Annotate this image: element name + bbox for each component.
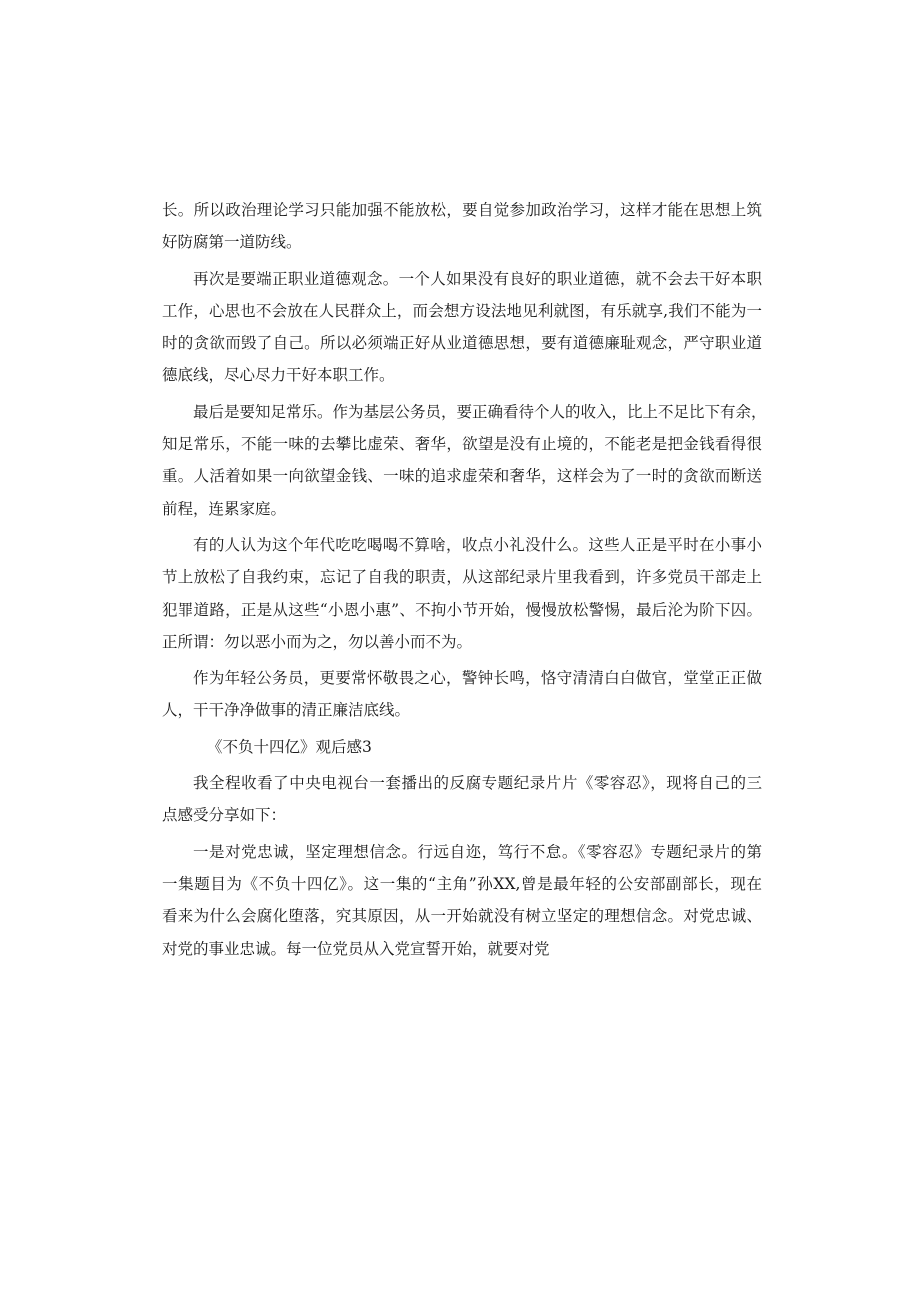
text-line: 重。人活着如果一向欲望金钱、一味的追求虚荣和奢华，这样会为了一时的贪欲而断送 [162, 467, 762, 486]
text-line: 知足常乐，不能一味的去攀比虚荣、奢华，欲望是没有止境的，不能老是把金钱看得很 [162, 435, 762, 454]
paragraph-intro [162, 767, 762, 832]
text-line: 德底线，尽心尽力干好本职工作。 [162, 366, 395, 385]
text-line: 点感受分享如下： [162, 806, 287, 825]
text-line: 人，干干净净做事的清正廉洁底线。 [162, 701, 411, 720]
text-line: 一集题目为《不负十四亿》。这一集的“主角”孙XX,曾是最年轻的公安部副部长，现在 [162, 874, 762, 893]
text-line: 前程，连累家庭。 [162, 499, 287, 518]
text-line: 节上放松了自我约束，忘记了自我的职责，从这部纪录片里我看到，许多党员干部走上 [162, 568, 762, 587]
text-line: 我全程收看了中央电视台一套播出的反腐专题纪录片片《零容忍》，现将自己的三 [193, 774, 762, 793]
text-line: 工作，心思也不会放在人民群众上，而会想方设法地见利就图，有乐就享,我们不能为一 [162, 301, 762, 320]
paragraph-small-favors [162, 529, 762, 658]
document-page [162, 194, 767, 965]
section-title: 《不负十四亿》观后感3 [207, 737, 372, 756]
paragraph-contentment [162, 396, 767, 525]
section-heading [162, 731, 762, 763]
text-line: 犯罪道路，正是从这些“小恩小惠”、不拘小节开始，慢慢放松警惕，最后沦为阶下囚。 [162, 600, 762, 619]
paragraph-young-civil-servant [162, 662, 762, 727]
text-line: 一是对党忠诚，坚定理想信念。行远自迩，笃行不怠。《零容忍》专题纪录片的第 [193, 842, 762, 861]
text-line: 作为年轻公务员，更要常怀敬畏之心，警钟长鸣，恪守清清白白做官，堂堂正正做 [193, 669, 762, 688]
paragraph-professional-ethics [162, 263, 762, 392]
text-line: 对党的事业忠诚。每一位党员从入党宣誓开始，就要对党 [162, 939, 550, 958]
text-line: 有的人认为这个年代吃吃喝喝不算啥，收点小礼没什么。这些人正是平时在小事小 [193, 535, 762, 554]
text-line: 正所谓：勿以恶小而为之，勿以善小而不为。 [162, 632, 473, 651]
text-line: 好防腐第一道防线。 [162, 233, 302, 252]
text-line: 长。所以政治理论学习只能加强不能放松，要自觉参加政治学习，这样才能在思想上筑 [162, 201, 762, 219]
paragraph-loyalty [162, 836, 762, 965]
text-line: 再次是要端正职业道德观念。一个人如果没有良好的职业道德，就不会去干好本职 [193, 269, 762, 288]
text-line: 时的贪欲而毁了自己。所以必须端正好从业道德思想，要有道德廉耻观念，严守职业道 [162, 334, 762, 353]
paragraph-political-study [162, 194, 762, 259]
text-line: 最后是要知足常乐。作为基层公务员，要正确看待个人的收入，比上不足比下有余， [193, 402, 767, 421]
text-line: 看来为什么会腐化堕落，究其原因，从一开始就没有树立坚定的理想信念。对党忠诚、 [162, 907, 762, 926]
